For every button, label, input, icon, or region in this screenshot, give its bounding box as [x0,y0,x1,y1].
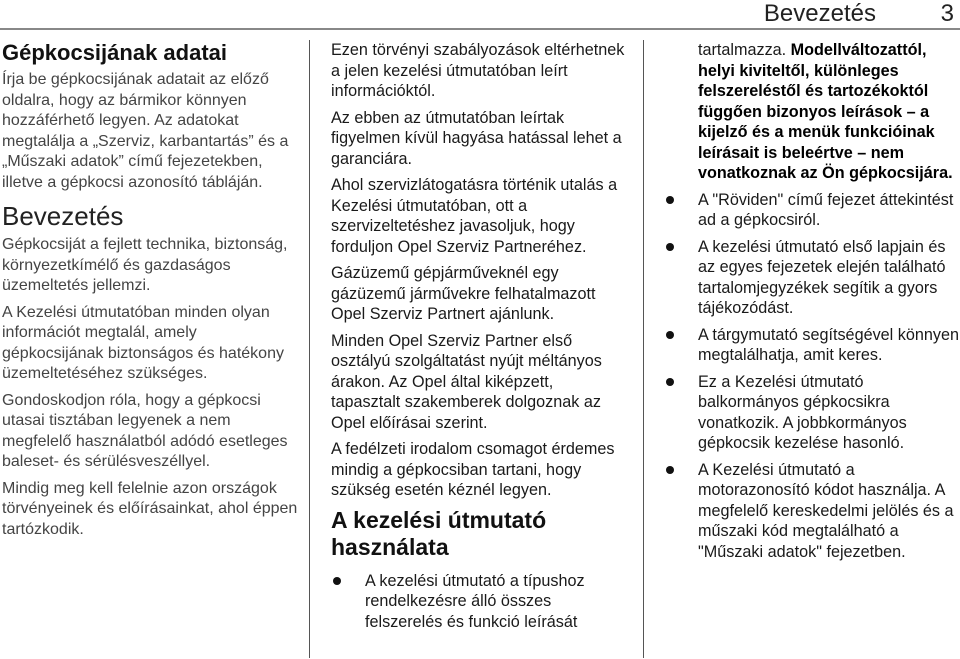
list-item-continuation [664,40,960,184]
paragraph: Gondoskodjon róla, hogy a gépkocsi utasai tisztában legyenek a nem megfelelő használatból adódó esetleges baleset- és sérülésveszéllyel. [2,391,288,470]
bullet-icon [666,378,674,386]
section-heading-manual-usage: A kezelési útmutató használata [331,506,547,560]
list-item-text: A tárgymutató segítségével könnyen megtalálhatja, amit keres. [698,325,959,364]
list-item [664,190,960,231]
continuation-text: tartalmazza. [698,41,791,59]
list-item [664,237,960,319]
paragraph: Ezen törvényi szabályozások eltérhetnek a jelen kezelési útmutatóban leírt információktól. [331,41,625,100]
list-item [664,460,960,563]
column-1 [2,40,300,546]
list-item [331,571,627,633]
paragraph: Írja be gépkocsijának adatait az előző oldalra, hogy az bármikor könnyen hozzáférhető legyen. Az adatokat megtalálja a „Szerviz, karbantartás” és a „Műszaki adatok” című fejezetekben, illetve a gépkocsi azonosító tábláján. [2,71,289,191]
bullet-icon [666,331,674,339]
paragraph: Gázüzemű gépjárműveknél egy gázüzemű járművekre felhatalmazott Opel Szerviz Partnert ajánlunk. [331,264,596,323]
paragraph: Mindig meg kell felelnie azon országok törvényeinek és előírásainkat, ahol éppen tartózkodik. [2,479,298,538]
bullet-icon [666,466,674,474]
list-item [664,372,960,454]
column-divider [309,40,310,658]
list-item-text: Ez a Kezelési útmutató balkormányos gépkocsikra vonatkozik. A jobbkormányos gépkocsik kezelése hasonló. [698,372,907,452]
section-heading-introduction: Bevezetés [2,201,124,231]
list-item-text: A kezelési útmutató első lapjain és az egyes fejezetek elején található tartalomjegyzékek segítik a gyors tájékozódást. [698,237,946,317]
paragraph: Gépkocsiját a fejlett technika, biztonság, környezetkímélő és gazdaságos üzemeltetés jellemzi. [2,236,288,294]
list-item [664,325,960,366]
paragraph: A Kezelési útmutatóban minden olyan információt megtalál, amely gépkocsijának biztonságos és hatékony üzemeltetéséhez szükséges. [2,303,284,382]
list-item-text: A Kezelési útmutató a motorazonosító kódot használja. A megfelelő kereskedelmi jelölés és a műszaki kód megtalálható a "Műszaki adatok" fejezetben. [698,460,954,561]
bullet-list [664,190,960,563]
bullet-icon [666,196,674,204]
column-2 [331,40,627,638]
bullet-list [331,571,627,633]
page-number: 3 [940,0,954,27]
header-divider [0,28,960,30]
section-heading-vehicle-data: Gépkocsijának adatai [2,40,227,65]
bullet-icon [666,243,674,251]
bold-note-text: Modellváltozattól, helyi kiviteltől, különleges felszereléstől és tartozékoktól függően bizonyos leírások – a kijelző és a menük funkcióinak leírásait is beleértve – nem vonatkoznak az Ön gépkocsijára. [698,41,953,182]
paragraph: A fedélzeti irodalom csomagot érdemes mindig a gépkocsiban tartani, hogy szükség esetén kéznél legyen. [331,440,615,499]
paragraph: Az ebben az útmutatóban leírtak figyelmen kívül hagyása hatással lehet a garanciára. [331,108,622,168]
paragraph: Minden Opel Szerviz Partner első osztályú szolgáltatást nyújt méltányos árakon. Az Opel által kiképzett, tapasztalt szakemberek dolgoznak az Opel előírásai szerint. [331,331,602,432]
running-header-title: Bevezetés [763,0,876,27]
page-header [0,0,960,30]
list-item-text: A "Röviden" című fejezet áttekintést ad a gépkocsiról. [698,190,954,229]
column-3 [664,40,960,568]
paragraph: Ahol szervizlátogatásra történik utalás a Kezelési útmutatóban, ott a szervizeltetéshez javasoljuk, hogy forduljon Opel Szerviz Partneréhez. [331,176,618,256]
bullet-icon [333,577,341,585]
list-item-text: A kezelési útmutató a típushoz rendelkezésre álló összes felszerelés és funkció leírását [365,571,585,631]
column-divider [643,40,644,658]
